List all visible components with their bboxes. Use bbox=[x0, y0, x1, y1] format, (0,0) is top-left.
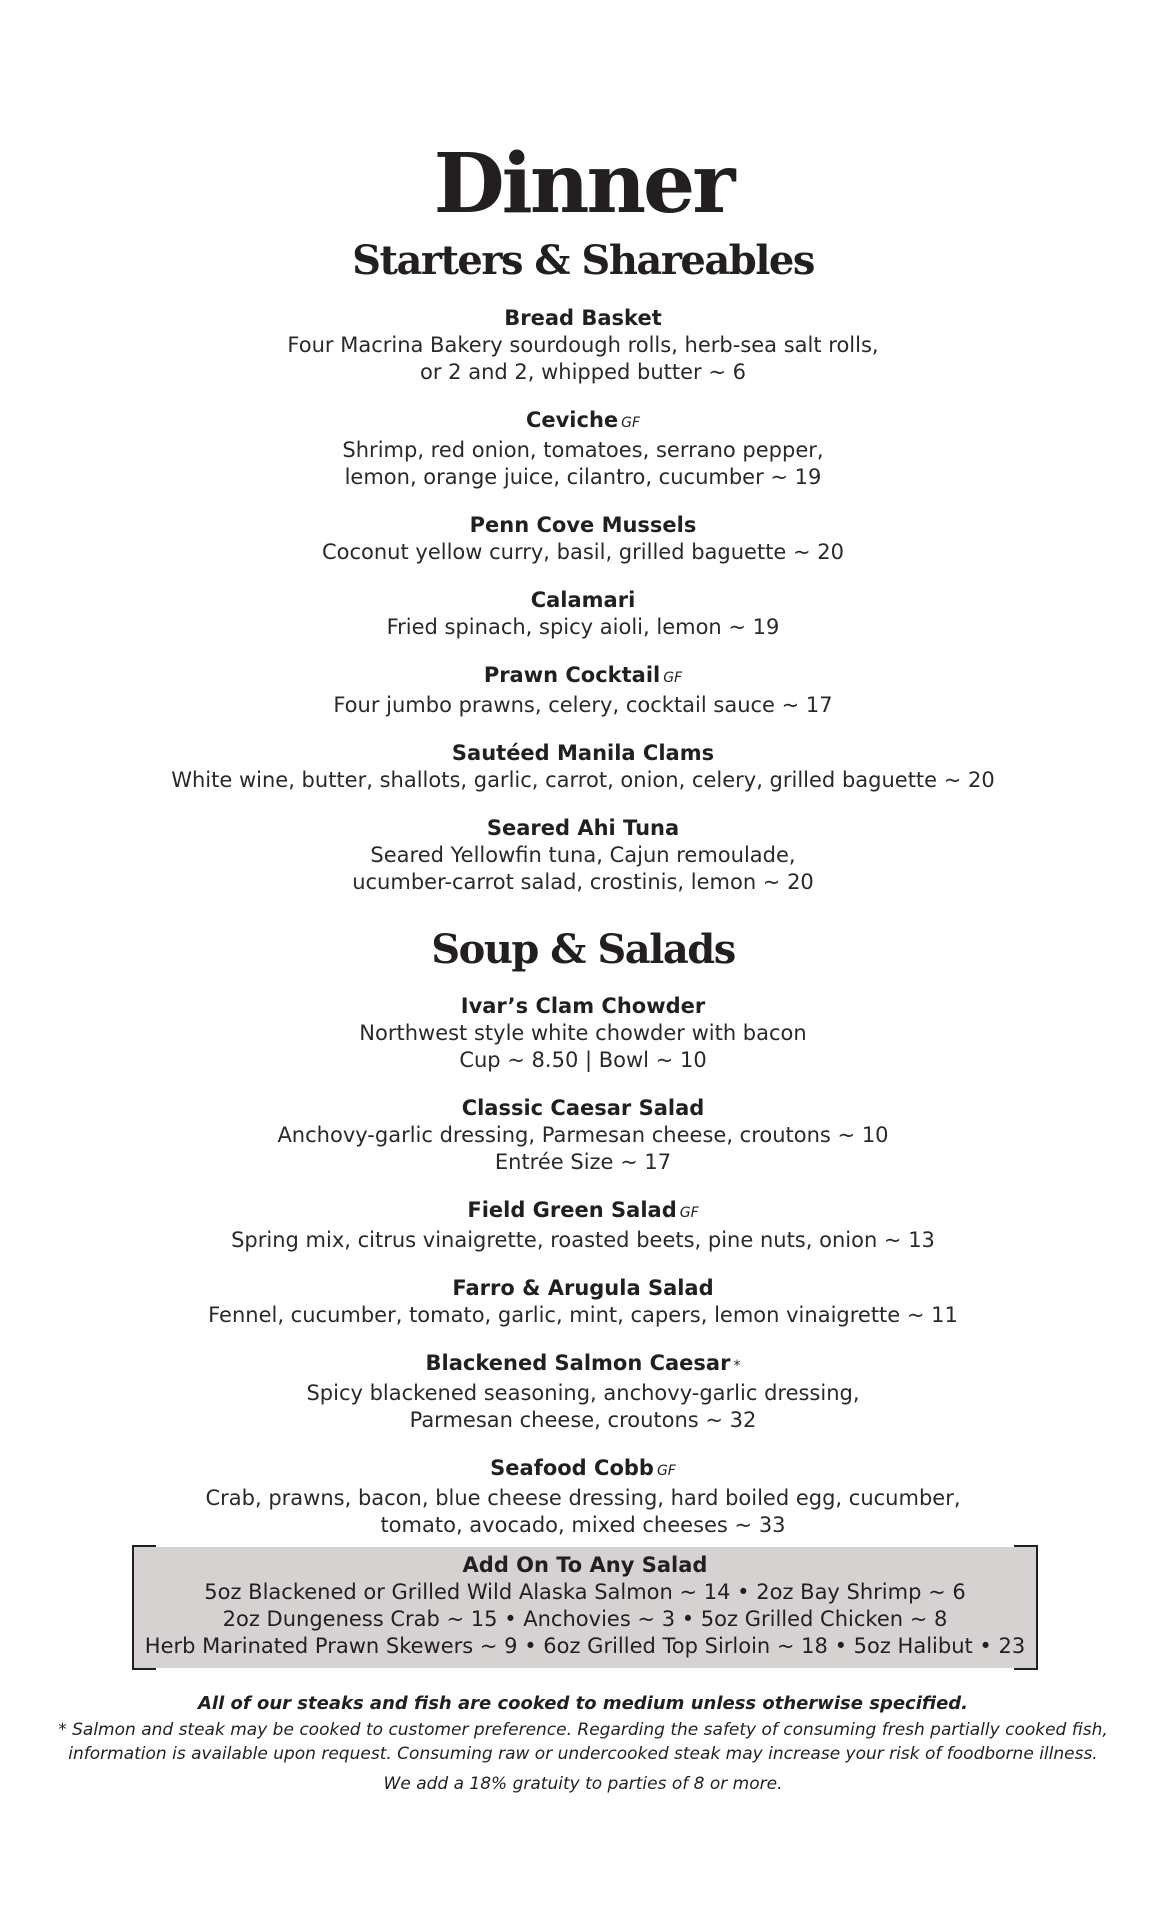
menu-item-description: Cup ~ 8.50 | Bowl ~ 10 bbox=[459, 1048, 707, 1072]
menu-item-title: Prawn Cocktail bbox=[483, 663, 661, 687]
disclaimer bbox=[0, 1718, 1166, 1766]
menu-item-name bbox=[0, 305, 1166, 332]
gluten-free-badge: GF bbox=[663, 670, 683, 686]
menu-item-description: Parmesan cheese, croutons ~ 32 bbox=[409, 1408, 757, 1432]
add-on-box bbox=[134, 1547, 1036, 1668]
gluten-free-badge: GF bbox=[679, 1205, 699, 1221]
add-on-line: 2oz Dungeness Crab ~ 15 • Anchovies ~ 3 • 5oz Grilled Chicken ~ 8 bbox=[222, 1607, 948, 1631]
disclaimer-line: information is available upon request. Consuming raw or undercooked steak may increase your risk of foodborne illness. bbox=[68, 1744, 1098, 1764]
menu-item-title: Seared Ahi Tuna bbox=[486, 816, 680, 840]
menu-item bbox=[0, 815, 1166, 896]
menu-item-name bbox=[0, 815, 1166, 842]
menu-item-name bbox=[0, 587, 1166, 614]
add-on-line: 5oz Blackened or Grilled Wild Alaska Salmon ~ 14 • 2oz Bay Shrimp ~ 6 bbox=[204, 1580, 966, 1604]
menu-item-name bbox=[0, 1350, 1166, 1380]
menu-item-description: tomato, avocado, mixed cheeses ~ 33 bbox=[380, 1513, 786, 1537]
gratuity-note: We add a 18% gratuity to parties of 8 or more. bbox=[383, 1774, 783, 1794]
menu-item-name bbox=[0, 1095, 1166, 1122]
gluten-free-badge: GF bbox=[621, 415, 641, 431]
menu-item-title: Bread Basket bbox=[504, 306, 662, 330]
menu-item bbox=[0, 993, 1166, 1074]
menu-item bbox=[0, 512, 1166, 566]
menu-item bbox=[0, 1350, 1166, 1434]
menu-item-name bbox=[0, 1455, 1166, 1485]
menu-item-description: Shrimp, red onion, tomatoes, serrano pepper, bbox=[342, 438, 824, 462]
menu-item-title: Ceviche bbox=[525, 408, 619, 432]
add-on-title: Add On To Any Salad bbox=[462, 1553, 708, 1577]
menu-item-name bbox=[0, 740, 1166, 767]
menu-item-description: lemon, orange juice, cilantro, cucumber ~ 19 bbox=[344, 465, 822, 489]
menu-item bbox=[0, 587, 1166, 641]
menu-item-title: Penn Cove Mussels bbox=[469, 513, 697, 537]
section-heading-starters: Starters & Shareables bbox=[352, 237, 814, 284]
menu-item-title: Blackened Salmon Caesar bbox=[425, 1351, 731, 1375]
menu-item bbox=[0, 1095, 1166, 1176]
menu-item-description: Four jumbo prawns, celery, cocktail sauce ~ 17 bbox=[333, 693, 833, 717]
menu-item bbox=[0, 1275, 1166, 1329]
menu-item bbox=[0, 305, 1166, 386]
menu-item-title: Farro & Arugula Salad bbox=[452, 1276, 714, 1300]
menu-item-description: Anchovy-garlic dressing, Parmesan cheese, croutons ~ 10 bbox=[277, 1123, 889, 1147]
menu-item bbox=[0, 740, 1166, 794]
menu-item-description: Spring mix, citrus vinaigrette, roasted beets, pine nuts, onion ~ 13 bbox=[231, 1228, 935, 1252]
menu-item-description: Spicy blackened seasoning, anchovy-garlic dressing, bbox=[306, 1381, 860, 1405]
menu-item-name bbox=[0, 993, 1166, 1020]
menu-item-description: Four Macrina Bakery sourdough rolls, herb-sea salt rolls, bbox=[287, 333, 879, 357]
menu-item-title: Ivar’s Clam Chowder bbox=[460, 994, 706, 1018]
menu-item bbox=[0, 1197, 1166, 1254]
menu-item-description: ucumber-carrot salad, crostinis, lemon ~ 20 bbox=[352, 870, 814, 894]
page-title: Dinner bbox=[433, 136, 733, 232]
menu-item-title: Sautéed Manila Clams bbox=[451, 741, 715, 765]
section-heading-soup-salads: Soup & Salads bbox=[431, 926, 735, 973]
disclaimer-line: * Salmon and steak may be cooked to customer preference. Regarding the safety of consuming fresh partially cooked fish, bbox=[58, 1720, 1108, 1740]
menu-item-description: White wine, butter, shallots, garlic, carrot, onion, celery, grilled baguette ~ 20 bbox=[171, 768, 995, 792]
cooking-note: All of our steaks and fish are cooked to medium unless otherwise specified. bbox=[197, 1693, 968, 1714]
menu-item-name bbox=[0, 1197, 1166, 1227]
menu-item-description: Coconut yellow curry, basil, grilled baguette ~ 20 bbox=[321, 540, 845, 564]
menu-item-name bbox=[0, 512, 1166, 539]
gluten-free-badge: GF bbox=[656, 1463, 676, 1479]
menu-item-description: Fennel, cucumber, tomato, garlic, mint, capers, lemon vinaigrette ~ 11 bbox=[208, 1303, 958, 1327]
menu-item-name bbox=[0, 1275, 1166, 1302]
menu-item-title: Classic Caesar Salad bbox=[461, 1096, 705, 1120]
soup-salads-list bbox=[0, 993, 1166, 1539]
menu-item-name bbox=[0, 407, 1166, 437]
menu-item-name bbox=[0, 662, 1166, 692]
menu-item bbox=[0, 407, 1166, 491]
menu-item-title: Calamari bbox=[530, 588, 636, 612]
asterisk-mark: * bbox=[733, 1358, 741, 1374]
menu-item-description: Seared Yellowfin tuna, Cajun remoulade, bbox=[370, 843, 796, 867]
menu-item bbox=[0, 662, 1166, 719]
menu-item bbox=[0, 1455, 1166, 1539]
add-on-line: Herb Marinated Prawn Skewers ~ 9 • 6oz Grilled Top Sirloin ~ 18 • 5oz Halibut • 23 bbox=[144, 1634, 1026, 1658]
menu-item-description: Entrée Size ~ 17 bbox=[494, 1150, 672, 1174]
menu-item-title: Seafood Cobb bbox=[490, 1456, 654, 1480]
starters-list bbox=[0, 305, 1166, 896]
menu-item-description: or 2 and 2, whipped butter ~ 6 bbox=[420, 360, 746, 384]
menu-item-description: Northwest style white chowder with bacon bbox=[359, 1021, 807, 1045]
menu-item-description: Fried spinach, spicy aioli, lemon ~ 19 bbox=[386, 615, 780, 639]
menu-item-description: Crab, prawns, bacon, blue cheese dressing, hard boiled egg, cucumber, bbox=[205, 1486, 961, 1510]
menu-item-title: Field Green Salad bbox=[467, 1198, 677, 1222]
